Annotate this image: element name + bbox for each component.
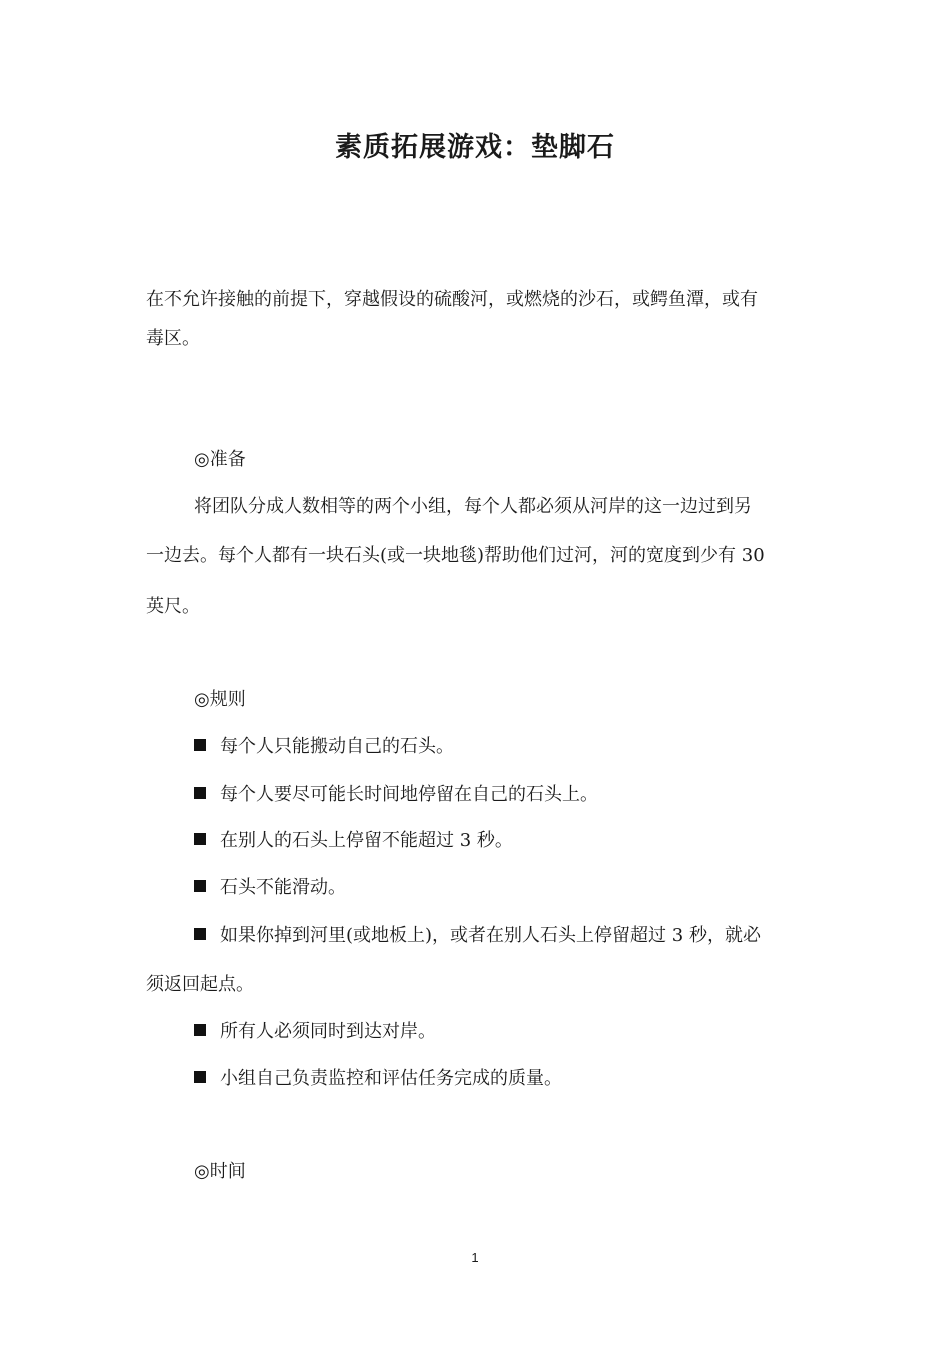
rule-item [194, 875, 346, 901]
rule-item-text: 在别人的石头上停留不能超过 3 秒。 [220, 830, 513, 851]
time-heading: ◎时间 [194, 1161, 246, 1182]
rule-item-text: 每个人要尽可能长时间地停留在自己的石头上。 [220, 784, 598, 805]
rule-item [194, 923, 761, 949]
rule-item [194, 1066, 562, 1092]
page-number: 1 [471, 1250, 479, 1265]
prep-line-3: 英尺。 [146, 596, 200, 617]
intro-line-2: 毒区。 [146, 328, 200, 349]
rule-item [194, 828, 513, 854]
prep-line-2: 一边去。每个人都有一块石头(或一块地毯)帮助他们过河，河的宽度到少有 30 [146, 545, 765, 566]
rule-item-text: 如果你掉到河里(或地板上)，或者在别人石头上停留超过 3 秒，就必 [220, 925, 761, 946]
rules-heading: ◎规则 [194, 689, 246, 710]
rule-item-text: 小组自己负责监控和评估任务完成的质量。 [220, 1068, 562, 1089]
rule-item [194, 734, 454, 760]
prep-heading: ◎准备 [194, 449, 246, 470]
prep-line-1: 将团队分成人数相等的两个小组，每个人都必须从河岸的这一边过到另 [194, 496, 752, 517]
rule-item [194, 782, 598, 808]
square-bullet-icon [194, 833, 206, 845]
rule-item-text: 所有人必须同时到达对岸。 [220, 1021, 436, 1042]
rule-item-text: 每个人只能搬动自己的石头。 [220, 736, 454, 757]
square-bullet-icon [194, 928, 206, 940]
intro-line-1: 在不允许接触的前提下，穿越假设的硫酸河，或燃烧的沙石，或鳄鱼潭，或有 [146, 289, 758, 310]
rule-item [194, 1019, 436, 1045]
square-bullet-icon [194, 880, 206, 892]
rule-item-text: 石头不能滑动。 [220, 877, 346, 898]
square-bullet-icon [194, 739, 206, 751]
square-bullet-icon [194, 787, 206, 799]
rule-item-continuation: 须返回起点。 [146, 974, 254, 995]
document-title: 素质拓展游戏：垫脚石 [335, 132, 615, 163]
square-bullet-icon [194, 1071, 206, 1083]
square-bullet-icon [194, 1024, 206, 1036]
